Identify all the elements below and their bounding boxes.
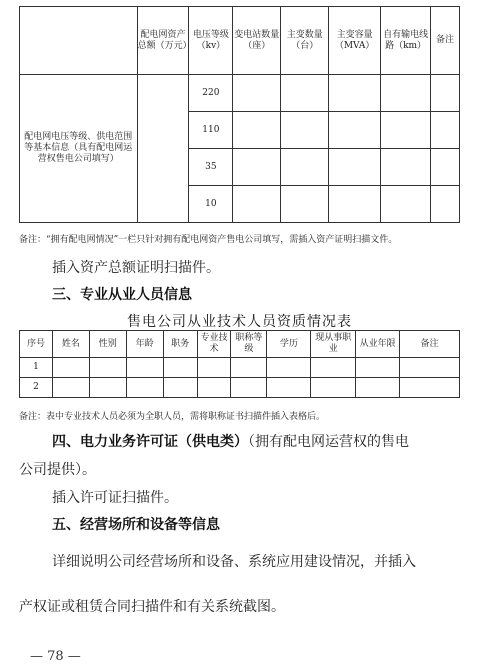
table1-header-row	[20, 7, 460, 75]
section-heading-4-note: （拥有配电网运营权的售电	[248, 434, 409, 450]
table2-header-cell: 职称等级	[231, 331, 267, 358]
table2-cell	[163, 378, 197, 398]
table1-cell	[381, 186, 431, 223]
table1-header-voltage: 电压等级（kv）	[189, 7, 233, 75]
table2-header-row	[20, 331, 460, 358]
table2-header-cell: 年龄	[126, 331, 163, 358]
table1-row	[20, 75, 460, 112]
table1-cell	[329, 186, 381, 223]
table1-header-assets: 配电网资产总额（万元）	[137, 7, 189, 75]
table2-header-cell: 学历	[267, 331, 311, 358]
staff-qualification-table	[19, 330, 460, 398]
table1-cell	[233, 75, 281, 112]
table2-cell	[356, 378, 400, 398]
table1-footnote: 备注：“拥有配电网情况”一栏只针对拥有配电网资产售电公司填写，需插入资产证明扫描文件。	[19, 235, 398, 245]
table2-cell	[267, 358, 311, 378]
paragraph-premises-line2: 产权证或租赁合同扫描件和有关系统截图。	[19, 599, 285, 615]
table2-cell	[400, 358, 460, 378]
table1-cell	[431, 75, 460, 112]
table1-voltage-cell: 10	[189, 186, 233, 223]
table1-header-line-length: 自有输电线路（km）	[381, 7, 431, 75]
table2-footnote: 备注：表中专业技术人员必须为全职人员，需将职称证书扫描件插入表格后。	[19, 412, 326, 422]
table2-cell	[311, 358, 356, 378]
table2-cell	[89, 358, 126, 378]
table2-header-cell: 现从事职业	[311, 331, 356, 358]
section-heading-4	[52, 431, 409, 451]
table1-cell	[281, 75, 329, 112]
table2-header-cell: 性别	[89, 331, 126, 358]
table2-header-cell: 从业年限	[356, 331, 400, 358]
table1-cell	[233, 149, 281, 186]
section-heading-4-title: 四、电力业务许可证（供电类）	[52, 434, 248, 450]
table2-cell	[126, 378, 163, 398]
table1-header-remark: 备注	[431, 7, 460, 75]
paragraph-premises-line1: 详细说明公司经营场所和设备、系统应用建设情况，并插入	[52, 554, 416, 570]
table2-row	[20, 358, 460, 378]
table1-cell	[381, 149, 431, 186]
section-heading-3: 三、专业从业人员信息	[52, 287, 192, 303]
table2-cell	[356, 358, 400, 378]
table1-voltage-cell: 35	[189, 149, 233, 186]
table2-header-cell: 姓名	[52, 331, 89, 358]
table2-cell	[197, 378, 231, 398]
table1-cell	[281, 112, 329, 149]
table1-cell	[329, 112, 381, 149]
table1-cell	[431, 186, 460, 223]
table1-voltage-cell: 220	[189, 75, 233, 112]
table2-cell	[267, 378, 311, 398]
table1-cell	[381, 75, 431, 112]
table1-cell	[431, 149, 460, 186]
table2-cell	[400, 378, 460, 398]
table1-row-label: 配电网电压等级、供电范围等基本信息（具有配电网运营权售电公司填写）	[20, 75, 138, 223]
table1-cell	[329, 75, 381, 112]
page-number: — 78 —	[30, 649, 81, 664]
table2-cell	[52, 358, 89, 378]
table2-header-cell: 序号	[20, 331, 53, 358]
table2-cell	[231, 358, 267, 378]
table1-header-substation-count: 变电站数量（座）	[233, 7, 281, 75]
table1-header-blank	[20, 7, 138, 75]
paragraph-license-scan: 插入许可证扫描件。	[52, 490, 178, 506]
section-heading-5: 五、经营场所和设备等信息	[52, 517, 220, 533]
distribution-network-table	[19, 6, 460, 223]
table2-cell	[231, 378, 267, 398]
table1-header-transformer-count: 主变数量（台）	[281, 7, 329, 75]
table2-cell	[89, 378, 126, 398]
table1-cell	[431, 112, 460, 149]
table2-header-cell: 专业技术	[197, 331, 231, 358]
table2-row	[20, 378, 460, 398]
table2-header-cell: 备注	[400, 331, 460, 358]
table1-assets-cell	[137, 75, 189, 223]
table2-header-cell: 职务	[163, 331, 197, 358]
section-heading-4-continuation: 公司提供）。	[19, 462, 96, 478]
table2-cell	[52, 378, 89, 398]
table1-cell	[281, 186, 329, 223]
table1-cell	[381, 112, 431, 149]
table2-cell	[126, 358, 163, 378]
table1-cell	[233, 186, 281, 223]
table1-header-transformer-capacity: 主变容量（MVA）	[329, 7, 381, 75]
table2-cell	[311, 378, 356, 398]
table1-voltage-cell: 110	[189, 112, 233, 149]
table1-cell	[281, 149, 329, 186]
table1-cell	[233, 112, 281, 149]
table2-row-number: 1	[20, 358, 53, 378]
paragraph-asset-proof: 插入资产总额证明扫描件。	[52, 260, 220, 276]
table1-cell	[329, 149, 381, 186]
table2-row-number: 2	[20, 378, 53, 398]
table2-title: 售电公司从业技术人员资质情况表	[127, 314, 352, 330]
table2-cell	[163, 358, 197, 378]
table2-cell	[197, 358, 231, 378]
